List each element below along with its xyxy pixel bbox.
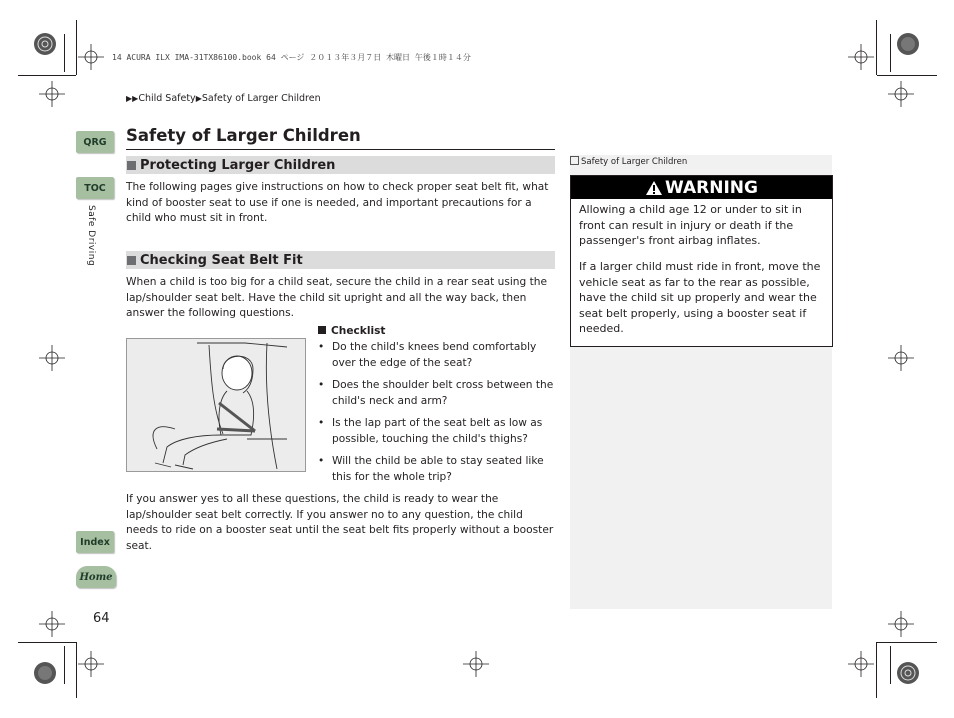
color-target-icon — [897, 33, 919, 55]
list-item-text: Will the child be able to stay seated like this for the whole trip? — [332, 455, 544, 483]
warning-title: WARNING — [665, 177, 758, 198]
registration-mark-icon — [78, 44, 104, 70]
registration-mark-icon — [39, 611, 65, 637]
checklist-title — [318, 325, 385, 337]
child-seated-icon — [127, 339, 305, 471]
side-note-crumb-text: Safety of Larger Children — [581, 157, 688, 167]
section-heading-checking — [126, 251, 555, 269]
reference-icon — [570, 156, 579, 165]
child-seat-belt-illustration — [126, 338, 306, 472]
section-heading-text: Protecting Larger Children — [140, 157, 336, 173]
page-title: Safety of Larger Children — [126, 126, 555, 150]
list-item — [318, 340, 554, 371]
square-bullet-icon — [318, 326, 326, 334]
registration-mark-icon — [39, 345, 65, 371]
conclusion-text: If you answer yes to all these questions, the child is ready to wear the lap/shoulder seat belt correctly. If you answer no to any question, the child needs to ride on a booster seat until the seat belt fits properly without a booster seat. — [126, 493, 554, 552]
bullet-icon: • — [318, 379, 325, 391]
breadcrumb-link-child-safety[interactable]: Child Safety — [138, 93, 196, 104]
section-tab-label: Safe Driving — [86, 205, 96, 267]
registration-mark-icon — [848, 44, 874, 70]
section-heading-protecting — [126, 156, 555, 174]
list-item-text: Is the lap part of the seat belt as low as possible, touching the child's thighs? — [332, 417, 543, 445]
breadcrumb — [126, 93, 321, 104]
square-bullet-icon — [127, 161, 136, 170]
list-item-text: Do the child's knees bend comfortably over the edge of the seat? — [332, 341, 537, 369]
breadcrumb-separator: ▶ — [195, 94, 202, 103]
registration-mark-icon — [888, 81, 914, 107]
side-note-crumb — [570, 156, 687, 167]
qrg-button[interactable]: QRG — [76, 131, 114, 153]
list-item — [318, 416, 554, 447]
registration-mark-icon — [848, 651, 874, 677]
bullet-icon: • — [318, 455, 325, 467]
page-number: 64 — [93, 611, 110, 626]
registration-mark-icon — [39, 81, 65, 107]
index-button[interactable]: Index — [76, 531, 114, 553]
color-target-icon — [34, 33, 56, 55]
breadcrumb-current: Safety of Larger Children — [201, 93, 321, 104]
protecting-body: The following pages give instructions on how to check proper seat belt fit, what kind of booster seat to use if one is needed, and important precautions for a child who must sit in front. — [126, 181, 549, 224]
warning-header — [571, 176, 832, 199]
warning-triangle-icon — [645, 180, 663, 196]
registration-mark-icon — [888, 345, 914, 371]
checking-body: When a child is too big for a child seat, secure the child in a rear seat using the lap/shoulder seat belt. Have the child sit upright and all the way back, then answer the following questions. — [126, 276, 547, 319]
registration-mark-icon — [463, 651, 489, 677]
bullet-icon: • — [318, 417, 325, 429]
breadcrumb-arrows: ▶▶ — [126, 94, 139, 103]
bullet-icon: • — [318, 341, 325, 353]
list-item-text: Does the shoulder belt cross between the child's neck and arm? — [332, 379, 554, 407]
warning-paragraph-2: If a larger child must ride in front, move the vehicle seat as far to the rear as possible, have the child sit up properly and wear the seat belt properly, using a booster seat if needed. — [579, 260, 821, 335]
registration-mark-icon — [78, 651, 104, 677]
checklist-title-text: Checklist — [331, 325, 386, 337]
registration-mark-icon — [888, 611, 914, 637]
color-target-icon — [897, 662, 919, 684]
section-heading-text: Checking Seat Belt Fit — [140, 252, 303, 268]
list-item — [318, 378, 554, 409]
list-item — [318, 454, 554, 485]
toc-button[interactable]: TOC — [76, 177, 114, 199]
warning-paragraph-1: Allowing a child age 12 or under to sit in front can result in injury or death if the passenger's front airbag inflates. — [579, 203, 802, 247]
color-target-icon — [34, 662, 56, 684]
square-bullet-icon — [127, 256, 136, 265]
print-header: 14 ACURA ILX IMA-31TX86100.book 64 ページ ２０１３年３月７日 木曜日 午後１時１４分 — [112, 53, 471, 62]
home-button[interactable]: Home — [76, 566, 116, 588]
